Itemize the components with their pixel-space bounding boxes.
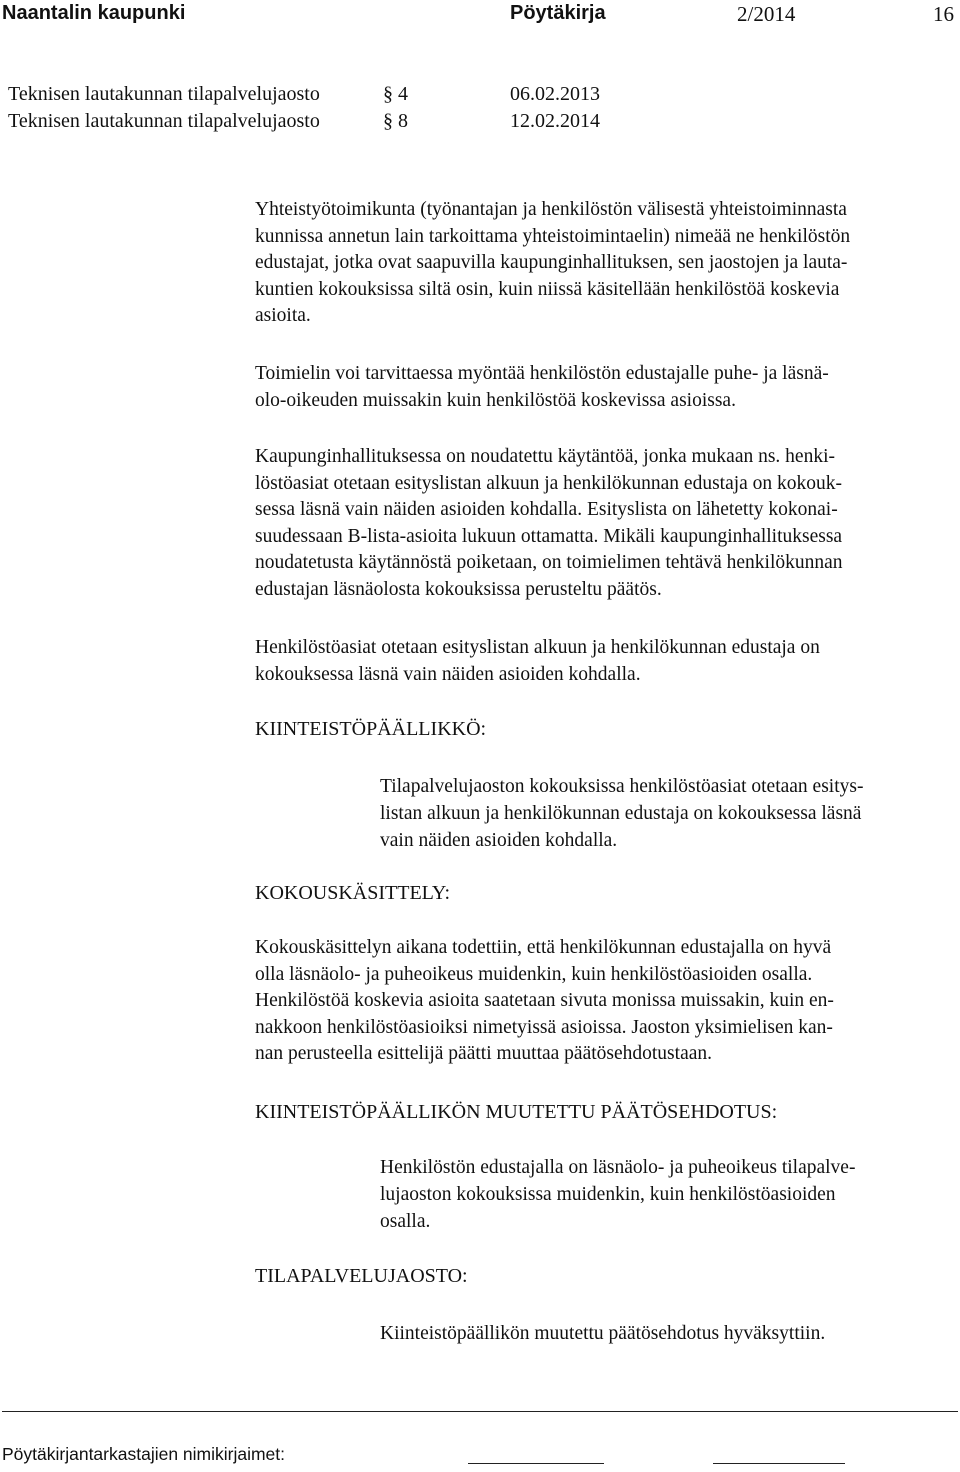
text-line: Kaupunginhallituksessa on noudatettu käytäntöä, jonka mukaan ns. henki- — [255, 446, 836, 467]
text-line: edustajan läsnäolosta kokouksissa perusteltu päätös. — [255, 578, 662, 600]
text-line: osalla. — [380, 1211, 431, 1232]
discussion-label: KOKOUSKÄSITTELY: — [255, 882, 451, 904]
meeting-body: Teknisen lautakunnan tilapalvelujaosto — [8, 110, 320, 132]
text-line: löstöasiat otetaan esityslistan alkuun ja henkilökunnan edustaja on kokouk- — [255, 472, 843, 494]
paragraph-city-board-practice — [255, 444, 843, 603]
document-issue: 2/2014 — [737, 2, 796, 26]
text-line: sessa läsnä vain näiden asioiden kohdalla. Esityslista on lähetetty kokonai- — [255, 499, 838, 520]
amended-proposal-label: KIINTEISTÖPÄÄLLIKÖN MUUTETTU PÄÄTÖSEHDOTUS: — [255, 1101, 778, 1123]
proposal-text — [380, 773, 863, 854]
footer-divider — [2, 1411, 958, 1412]
text-line: kunnissa annetun lain tarkoittama yhteistoimintaelin) nimeää ne henkilöstön — [255, 225, 851, 247]
text-line: Kiinteistöpäällikön muutettu päätösehdotus hyväksyttiin. — [380, 1323, 826, 1344]
text-line: nan perusteella esittelijä päätti muuttaa päätösehdotustaan. — [255, 1043, 713, 1064]
text-line: olo-oikeuden muissakin kuin henkilöstöä koskevissa asioissa. — [255, 389, 736, 411]
text-line: kuntien kokouksissa siltä osin, kuin niissä käsitellään henkilöstöä koskevia — [255, 278, 840, 300]
decision-label: TILAPALVELUJAOSTO: — [255, 1265, 468, 1287]
text-line: noudatetusta käytännöstä poiketaan, on toimielimen tehtävä henkilökunnan — [255, 552, 843, 573]
decision-text — [380, 1320, 825, 1347]
meeting-date: 12.02.2014 — [510, 110, 600, 132]
text-line: Toimielin voi tarvittaessa myöntää henkilöstön edustajalle puhe- ja läsnä- — [255, 363, 829, 384]
text-line: kokouksessa läsnä vain näiden asioiden kohdalla. — [255, 663, 641, 685]
proposal-label: KIINTEISTÖPÄÄLLIKKÖ: — [255, 718, 487, 740]
document-type: Pöytäkirja — [510, 2, 606, 24]
text-line: Yhteistyötoimikunta (työnantajan ja henkilöstön välisestä yhteistoiminnasta — [255, 199, 847, 220]
paragraph-speaking-rights — [255, 361, 829, 414]
text-line: listan alkuun ja henkilökunnan edustaja on kokouksessa läsnä — [380, 803, 862, 824]
discussion-text — [255, 935, 834, 1068]
paragraph-cooperation-body — [255, 197, 850, 330]
text-line: suudessaan B-lista-asioita lukuun ottamatta. Mikäli kaupunginhallituksessa — [255, 525, 843, 547]
amended-proposal-text — [380, 1154, 855, 1235]
text-line: Kokouskäsittelyn aikana todettiin, että henkilökunnan edustajalla on hyvä — [255, 937, 832, 958]
text-line: edustajat, jotka ovat saapuvilla kaupunginhallituksen, sen jaostojen ja lauta- — [255, 252, 848, 273]
text-line: Henkilöstön edustajalla on läsnäolo- ja puheoikeus tilapalve- — [380, 1157, 856, 1178]
text-line: Tilapalvelujaoston kokouksissa henkilöstöasiat otetaan esitys- — [380, 776, 864, 797]
text-line: olla läsnäolo- ja puheoikeus muidenkin, kuin henkilöstöasioiden osalla. — [255, 963, 813, 985]
meeting-body: Teknisen lautakunnan tilapalvelujaosto — [8, 83, 320, 105]
signature-label: Pöytäkirjantarkastajien nimikirjaimet: — [2, 1444, 286, 1464]
text-line: lujaoston kokouksissa muidenkin, kuin henkilöstöasioiden — [380, 1184, 836, 1205]
text-line: Henkilöstöasiat otetaan esityslistan alkuun ja henkilökunnan edustaja on — [255, 637, 820, 658]
city-name: Naantalin kaupunki — [2, 2, 186, 24]
signature-line-1 — [468, 1463, 604, 1464]
paragraph-personnel-matters — [255, 635, 820, 688]
signature-line-2 — [713, 1463, 845, 1464]
meeting-date: 06.02.2013 — [510, 83, 600, 105]
text-line: vain näiden asioiden kohdalla. — [380, 830, 618, 851]
meeting-section: § 8 — [383, 110, 408, 132]
text-line: nakkoon henkilöstöasioiksi nimetyissä asioissa. Jaoston yksimielisen kan- — [255, 1016, 833, 1038]
meeting-section: § 4 — [383, 83, 408, 105]
text-line: asioita. — [255, 305, 311, 326]
text-line: Henkilöstöä koskevia asioita saatetaan sivuta monissa muissakin, kuin en- — [255, 990, 834, 1011]
page-number: 16 — [933, 2, 954, 26]
